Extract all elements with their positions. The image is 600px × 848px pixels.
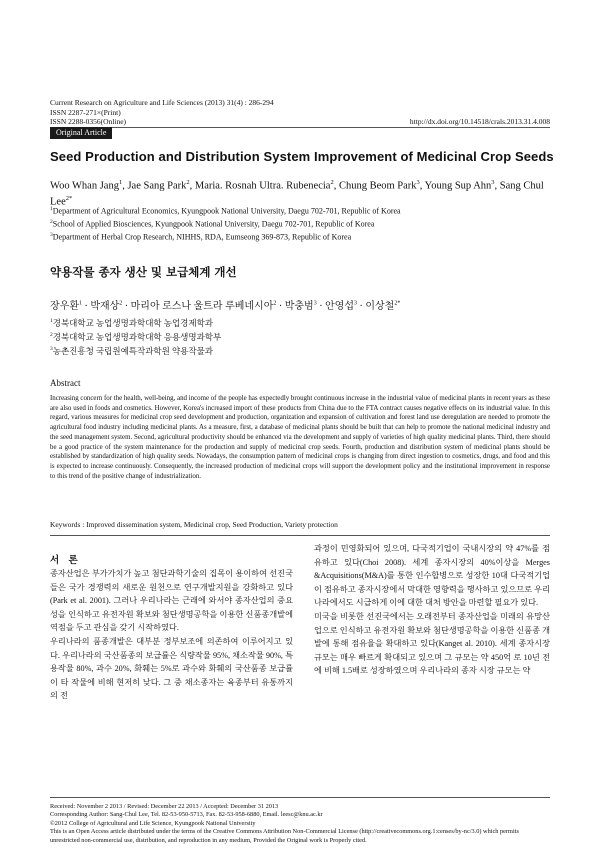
kaff-text: 농촌진흥청 국립원예특작과학원 약용작물과 [52,346,214,356]
korean-author-name: · 안영섭 [316,301,354,312]
paper-title: Seed Production and Distribution System Improvement of Medicinal Crop Seeds [50,149,554,164]
corresponding-author: Corresponding Author: Sang-Chul Lee, Tel. 82-53-950-5713, Fax. 82-53-958-6880, Email. leesc@knu.ac.kr [50,811,323,819]
author-affil-sup: 2* [65,194,73,202]
abstract-heading: Abstract [50,378,81,388]
author-name: , Young Sup Ahn [419,180,492,192]
body-paragraph: 우리나라의 품종개발은 대부분 정부보조에 의존하여 이루어지고 있다. 우리나라의 국산품종의 보급률은 식량작물 95%, 채소작물 90%, 특용작물 80%, 과수 20%, 화훼는 5%로 과수와 화훼의 국산품종 보급률이 타 작물에 비해 현저히 낮다. 그 중 채소종자는 육종부터 유통까지의 전 [50,636,293,701]
author-name: , Chung Beom Park [333,180,417,192]
keywords-rule [50,535,550,536]
korean-affiliation-2 [50,331,221,343]
copyright: ©2012 College of Agricultural and Life Science, Kyungpook National University [50,819,256,827]
korean-author-sup: 3 [354,300,357,307]
kaff-sup: 1 [50,318,53,325]
korean-affiliation-3 [50,345,213,357]
affil-text: Department of Agricultural Economics, Kyungpook National University, Daegu 702-701, Republic of Korea [52,206,401,216]
affil-text: Department of Herbal Crop Research, NIHHS, RDA, Eumseong 369-873, Republic of Korea [52,232,352,242]
body-column-right [314,542,550,678]
body-paragraph: 종자산업은 부가가치가 높고 첨단과학기술의 집목이 용이하여 선진국들은 국가 경쟁력의 새로운 원천으로 연구개발지원을 강화하고 있다(Park et al. 2001). 그러나 우리나라는 근래에 와서야 종자산업의 중요성을 인식하고 유전자원 확보와 첨단생명공학을 이용한 신품종개발에 역점을 두고 관심을 갖기 시작하였다. [50,569,293,633]
affiliation-3 [50,232,351,242]
issn-online: ISSN 2288-0356(Online) [50,117,127,126]
affil-text: School of Applied Biosciences, Kyungpook National University, Daegu 702-701, Republic of Korea [52,219,375,229]
affil-sup: 3 [50,232,53,238]
author-affil-sup: 3 [416,179,420,186]
article-type-badge: Original Article [50,127,112,139]
kaff-text: 경북대학교 농업생명과학대학 농업경제학과 [52,318,214,328]
korean-author-sup: 3 [313,300,317,307]
affiliation-1 [50,206,401,216]
korean-author-sup: 2 [273,300,277,307]
footnote-rule [50,797,550,798]
section-heading-introduction: 서 론 [50,555,81,566]
affiliation-2 [50,219,374,229]
body-column-left [50,554,293,703]
author-name: , Maria. Rosnah Ultra. Rubenecia [189,180,331,192]
journal-citation: Current Research on Agriculture and Life Sciences (2013) 31(4) : 286-294 [50,98,274,107]
footnotes [50,803,550,845]
body-paragraph: 과정이 민영화되어 있으며, 다국적기업이 국내시장의 약 47%를 점유하고 있다(Choi 2008). 세계 종자시장의 40%이상을 Merges &Acquisitions(M&A)를 통한 인수합병으로 성장한 10대 다국적기업이 점유하고 종자시장에서 막대한 영향력을 행사하고 있으므로 우리나라에서도 시급하게 이에 대한 대처 방안을 마련할 필요가 있다. [314,544,550,608]
author-affil-sup: 2 [186,179,190,186]
korean-author-sup: 1 [78,300,82,307]
author-affil-sup: 1 [118,179,123,186]
body-paragraph: 미국을 비롯한 선진국에서는 오래전부터 종자산업을 미래의 유망산업으로 인식하고 유전자원 확보와 첨단생명공학을 이용한 신품종 개발에 통해 점유율을 확대하고 있다(Kanget al. 2010). 세계 종자시장 규모는 매우 빠르게 확대되고 있으며 그 규모는 약 450억 로 10년 전에 비해 1.5배로 성장하였으며 우리나라의 종자 시장 규모는 약 [314,611,550,676]
author-affil-sup: 2 [330,179,334,186]
received-dates: Received: November 2 2013 / Revised: December 22 2013 / Accepted: December 31 2013 [50,803,279,810]
kaff-sup: 3 [50,346,53,353]
author-name: , Jae Sang Park [122,180,187,192]
issn-print: ISSN 2287-271×(Print) [50,107,121,117]
header-rule [50,127,550,128]
korean-author-sup: 2 [119,300,123,307]
journal-header [50,98,274,127]
kaff-sup: 2 [50,332,53,339]
korean-author-name: · 이상철 [357,301,395,312]
author-name: Woo Whan Jang [50,180,119,192]
korean-author-name: · 박충범 [276,301,314,312]
author-list [50,177,550,208]
affil-sup: 2 [50,219,53,225]
korean-author-name: · 마리아 로스나 울트라 루베네시아 [122,301,274,312]
author-name: , Sang Chul Lee [50,180,544,207]
korean-author-list [50,297,400,312]
korean-author-sup: 2* [394,300,401,307]
affil-sup: 1 [50,206,53,212]
korean-title: 약용작물 종자 생산 및 보급체계 개선 [50,265,237,279]
korean-author-name: 장우환 [50,301,79,312]
doi-link[interactable]: http://dx.doi.org/10.14518/crals.2013.31.4.008 [409,117,550,126]
abstract-body: Increasing concern for the health, well-being, and income of the people has expectedly brought continuous increase in the industrial value of medicinal plants in recent years as these are also used in foods and cosmetics. However, Korea's increased import of these products from China due to the FTA contract causes negative effects on its industrial value. In this regard, various measures for medicinal crop seed development and production, organization and expansion of cultivation and forest land use deregulation are needed to promote the agricultural food industry including medicinal plants. As a measure, first, a database of medicinal plants should be built that can help to promote the national medicinal industry and the seed management system. Second, agricultural productivity should be enhanced via the development and supply of varieties of high quality medicinal plants. Third, there should be a good practice of the system maintenance for the production and supply of medicinal crop seeds. Fourth, production and distribution system of medicinal plants should be established by standardization of high quality seeds. Nowadays, the consumption pattern of medicinal crops is changing from direct ingestion to cosmetics, drugs, and food and this is expected to increase continuously. Consequently, the increased production of medicinal crops will support the development policy and the institutional improvement in response to this trend of the positive change of industrialization. [50,395,550,480]
korean-affiliation-1 [50,317,213,329]
license-note: This is an Open Access article distributed under the terms of the Creative Commons Attribution Non-Commercial License (http://creativecommons.org.1:censes/by-nc/3.0) which permits unrestricted non-commercial use, distribution, and reproduction in any medium, Provided the Original work is Properly cited. [50,828,519,844]
korean-author-name: · 박재상 [81,301,120,312]
kaff-text: 경북대학교 농업생명과학대학 응용생명과학부 [52,332,222,342]
keywords: Keywords : Improved dissemination system, Medicinal crop, Seed Production, Variety protection [50,520,338,529]
author-affil-sup: 3 [491,179,495,186]
